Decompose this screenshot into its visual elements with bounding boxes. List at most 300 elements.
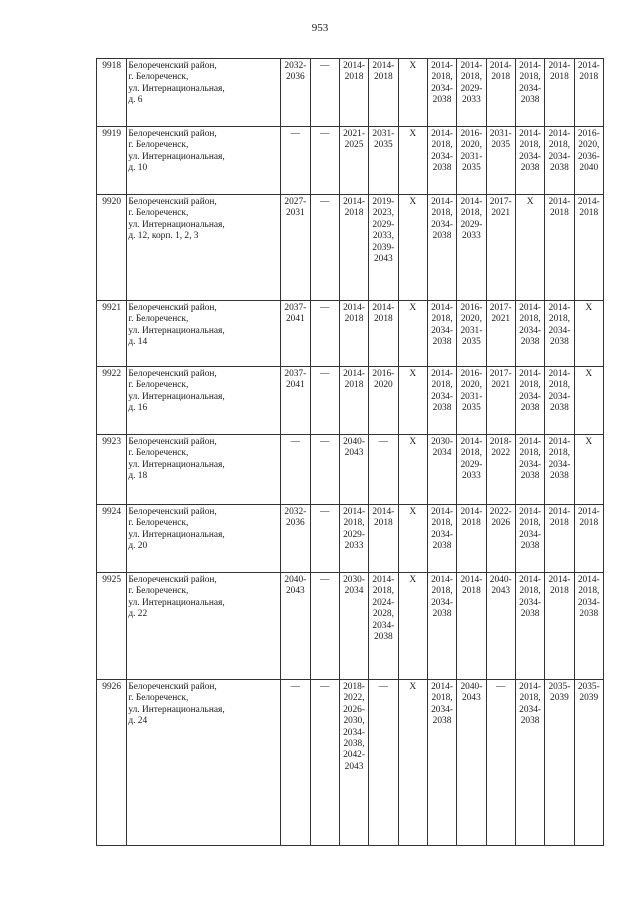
period-line: 2031- xyxy=(460,325,483,336)
period-line: X xyxy=(409,197,417,207)
period-cell xyxy=(457,59,486,127)
period-line: 2040- xyxy=(284,575,307,585)
period-cell xyxy=(574,59,603,127)
period-line: 2034 xyxy=(432,448,452,459)
period-line: 2022 xyxy=(491,448,511,459)
period-line: 2039- xyxy=(372,242,395,253)
period-cell xyxy=(545,573,574,680)
period-line: 2041 xyxy=(285,380,305,391)
period-cell xyxy=(281,367,310,435)
period-line: 2018, xyxy=(519,518,541,529)
period-line: 2038 xyxy=(520,471,540,482)
address-line: г. Белореченск, xyxy=(128,314,189,325)
period-line: 2018, xyxy=(431,380,453,391)
address-line: д. 6 xyxy=(128,95,143,106)
period-line: 2041 xyxy=(285,314,305,325)
period-line: 2038 xyxy=(432,231,452,242)
period-line: — xyxy=(290,437,301,447)
period-cell xyxy=(486,301,515,367)
address-line: Белореченский район, xyxy=(128,61,217,71)
period-line: — xyxy=(290,682,301,692)
period-line: 2018, xyxy=(519,693,541,704)
period-line: 2014- xyxy=(519,303,542,313)
period-line: 2018 xyxy=(344,208,364,219)
period-line: 2014- xyxy=(519,682,542,692)
period-line: — xyxy=(290,129,301,139)
period-cell xyxy=(310,195,339,301)
period-line: 2018, xyxy=(548,140,570,151)
table-row xyxy=(97,435,604,505)
address-line: д. 16 xyxy=(128,403,148,414)
period-line: 2018, xyxy=(372,586,394,597)
period-line: — xyxy=(378,437,389,447)
period-line: 2014- xyxy=(460,61,483,71)
address-line: Белореченский район, xyxy=(128,369,217,379)
period-line: 2040- xyxy=(343,437,365,447)
period-cell xyxy=(515,59,544,127)
period-line: 2014- xyxy=(548,129,571,139)
period-line: 2034- xyxy=(548,325,571,336)
address-line: д. 22 xyxy=(128,609,148,620)
period-line: 2030, xyxy=(343,716,365,727)
period-line: 2017- xyxy=(489,369,512,379)
address-line: д. 24 xyxy=(128,716,148,727)
period-cell xyxy=(339,59,368,127)
period-line: 2020 xyxy=(373,380,393,391)
address-cell xyxy=(127,301,281,367)
address-line: ул. Интернациональная, xyxy=(128,704,225,715)
period-line: 2022- xyxy=(489,507,512,517)
period-line: 2014- xyxy=(372,303,395,313)
period-cell xyxy=(486,195,515,301)
period-line: X xyxy=(585,369,593,379)
period-cell xyxy=(545,127,574,195)
address-line: д. 20 xyxy=(128,541,148,552)
period-line: 2018, xyxy=(519,314,541,325)
period-cell xyxy=(515,435,544,505)
period-line: — xyxy=(319,575,330,585)
period-cell xyxy=(574,195,603,301)
period-line: — xyxy=(319,682,330,692)
period-line: 2018 xyxy=(579,208,599,219)
period-line: 2018, xyxy=(431,208,453,219)
period-line: 2020, xyxy=(460,380,482,391)
period-line: 2043 xyxy=(344,448,364,459)
period-line: X xyxy=(409,61,417,71)
period-line: 2038 xyxy=(520,163,540,174)
period-cell xyxy=(457,505,486,573)
table-row xyxy=(97,573,604,680)
period-line: 2021- xyxy=(343,129,365,139)
period-cell xyxy=(545,59,574,127)
period-line: X xyxy=(409,437,417,447)
period-line: 2034- xyxy=(431,151,453,162)
period-line: 2034- xyxy=(577,597,600,608)
period-cell xyxy=(574,127,603,195)
period-line: 2038 xyxy=(373,632,393,643)
period-line: 2019- xyxy=(372,197,395,207)
period-cell xyxy=(398,435,427,505)
period-line: 2018, xyxy=(519,380,541,391)
period-line: 2018 xyxy=(579,518,599,529)
period-line: 2034- xyxy=(519,325,542,336)
address-cell xyxy=(127,435,281,505)
period-cell xyxy=(281,195,310,301)
address-line: Белореченский район, xyxy=(128,437,217,447)
period-line: 2038 xyxy=(550,163,569,174)
period-cell xyxy=(339,680,368,846)
period-line: 2018- xyxy=(489,437,512,447)
period-line: 2014- xyxy=(548,369,571,379)
period-cell xyxy=(339,435,368,505)
period-line: 2034- xyxy=(431,83,453,94)
period-cell xyxy=(515,573,544,680)
period-cell xyxy=(310,573,339,680)
period-cell xyxy=(369,59,398,127)
period-line: 2035 xyxy=(373,140,393,151)
period-line: 2034- xyxy=(431,704,453,715)
period-line: 2018 xyxy=(373,72,393,83)
period-line: 2034 xyxy=(344,586,364,597)
period-line: 2034- xyxy=(431,219,453,230)
period-line: 2038 xyxy=(579,609,599,620)
address-line: ул. Интернациональная, xyxy=(128,151,225,162)
period-line: 2029- xyxy=(372,219,395,230)
period-line: 2038 xyxy=(520,609,540,620)
address-line: ул. Интернациональная, xyxy=(128,529,225,540)
period-cell xyxy=(486,127,515,195)
row-number: 9919 xyxy=(97,127,127,195)
table-row xyxy=(97,195,604,301)
period-line: 2035- xyxy=(577,682,600,692)
period-line: 2033, xyxy=(372,231,394,242)
period-line: 2018, xyxy=(460,208,482,219)
period-line: 2034- xyxy=(519,704,542,715)
period-line: 2034- xyxy=(548,151,571,162)
period-cell xyxy=(281,680,310,846)
address-line: д. 14 xyxy=(128,337,148,348)
period-cell xyxy=(339,367,368,435)
period-cell xyxy=(398,127,427,195)
period-line: 2038, xyxy=(343,739,365,750)
period-line: 2038 xyxy=(432,95,452,106)
period-cell xyxy=(486,435,515,505)
period-line: 2014- xyxy=(460,197,483,207)
period-line: 2014- xyxy=(577,197,600,207)
row-number: 9922 xyxy=(97,367,127,435)
period-line: X xyxy=(585,437,593,447)
period-line: — xyxy=(319,437,330,447)
period-line: 2018 xyxy=(579,72,599,83)
period-line: 2034- xyxy=(548,391,571,402)
period-line: 2014- xyxy=(431,575,453,585)
period-line: 2018, xyxy=(460,72,482,83)
address-line: Белореченский район, xyxy=(128,303,217,313)
period-cell xyxy=(457,301,486,367)
period-cell xyxy=(281,301,310,367)
address-line: ул. Интернациональная, xyxy=(128,325,225,336)
period-cell xyxy=(369,127,398,195)
period-cell xyxy=(369,435,398,505)
period-line: 2036- xyxy=(577,151,600,162)
address-line: ул. Интернациональная, xyxy=(128,391,225,402)
address-line: ул. Интернациональная, xyxy=(128,83,225,94)
period-cell xyxy=(398,367,427,435)
period-line: 2038 xyxy=(432,403,452,414)
period-line: 2014- xyxy=(431,197,453,207)
period-cell xyxy=(545,505,574,573)
period-line: 2038 xyxy=(550,403,569,414)
period-line: 2018 xyxy=(462,586,481,597)
period-line: 2029- xyxy=(460,219,483,230)
address-line: г. Белореченск, xyxy=(128,448,189,459)
period-line: 2030- xyxy=(431,437,453,447)
period-line: 2020, xyxy=(460,314,482,325)
period-line: 2018 xyxy=(373,314,393,325)
period-line: X xyxy=(585,303,593,313)
table-body xyxy=(97,59,604,846)
period-cell xyxy=(369,301,398,367)
address-line: Белореченский район, xyxy=(128,197,217,207)
period-line: 2038 xyxy=(432,337,452,348)
period-cell xyxy=(574,505,603,573)
period-cell xyxy=(398,505,427,573)
period-line: 2014- xyxy=(548,437,571,447)
period-cell xyxy=(515,301,544,367)
period-line: 2014- xyxy=(489,61,512,71)
period-line: X xyxy=(409,369,417,379)
row-number: 9918 xyxy=(97,59,127,127)
period-cell xyxy=(427,195,456,301)
address-line: Белореченский район, xyxy=(128,575,217,585)
period-line: 2014- xyxy=(519,437,542,447)
table-row xyxy=(97,505,604,573)
period-line: 2016- xyxy=(460,369,483,379)
table-row xyxy=(97,301,604,367)
period-line: 2014- xyxy=(431,129,453,139)
period-line: 2020, xyxy=(578,140,600,151)
period-line: X xyxy=(526,197,534,207)
period-line: 2014- xyxy=(431,303,453,313)
address-cell xyxy=(127,367,281,435)
period-line: 2018 xyxy=(344,314,364,325)
period-cell xyxy=(486,367,515,435)
row-number: 9923 xyxy=(97,435,127,505)
period-cell xyxy=(339,301,368,367)
period-cell xyxy=(281,573,310,680)
period-line: 2043 xyxy=(462,693,481,704)
period-line: 2018, xyxy=(548,380,570,391)
period-line: 2034- xyxy=(519,151,542,162)
period-cell xyxy=(369,367,398,435)
period-line: 2018, xyxy=(431,586,453,597)
period-line: 2031 xyxy=(285,208,305,219)
period-line: 2031- xyxy=(460,151,483,162)
period-line: 2035 xyxy=(462,403,481,414)
period-line: 2038 xyxy=(432,541,452,552)
period-line: 2014- xyxy=(519,575,542,585)
period-line: 2018, xyxy=(460,448,482,459)
period-line: 2018 xyxy=(462,518,481,529)
period-line: 2038 xyxy=(432,163,452,174)
period-line: 2038 xyxy=(520,95,540,106)
address-line: г. Белореченск, xyxy=(128,586,189,597)
period-line: 2014- xyxy=(577,507,600,517)
period-line: 2032- xyxy=(284,61,307,71)
period-cell xyxy=(369,195,398,301)
period-line: — xyxy=(319,303,330,313)
address-line: г. Белореченск, xyxy=(128,140,189,151)
address-line: ул. Интернациональная, xyxy=(128,459,225,470)
period-cell xyxy=(339,505,368,573)
period-line: 2029- xyxy=(343,529,365,540)
period-cell xyxy=(515,367,544,435)
period-cell xyxy=(427,573,456,680)
period-cell xyxy=(281,127,310,195)
period-line: 2014- xyxy=(548,61,571,71)
period-line: 2016- xyxy=(372,369,395,379)
period-line: 2017- xyxy=(489,197,512,207)
period-line: 2035 xyxy=(462,163,481,174)
period-line: 2034- xyxy=(431,597,453,608)
period-line: 2014- xyxy=(519,507,542,517)
period-line: 2014- xyxy=(577,61,600,71)
period-cell xyxy=(457,680,486,846)
period-line: 2014- xyxy=(460,437,483,447)
address-line: д. 18 xyxy=(128,471,148,482)
period-cell xyxy=(427,367,456,435)
period-cell xyxy=(515,127,544,195)
period-line: 2018, xyxy=(431,693,453,704)
period-line: 2034- xyxy=(519,597,542,608)
period-line: 2022, xyxy=(343,693,365,704)
period-line: 2014- xyxy=(460,507,483,517)
period-line: — xyxy=(319,369,330,379)
period-line: 2021 xyxy=(491,208,511,219)
period-cell xyxy=(398,59,427,127)
period-line: 2018, xyxy=(548,448,570,459)
period-line: 2018, xyxy=(519,586,541,597)
period-line: — xyxy=(319,507,330,517)
period-line: 2038 xyxy=(520,403,540,414)
period-line: 2014- xyxy=(372,507,395,517)
period-cell xyxy=(427,505,456,573)
period-line: 2014- xyxy=(372,61,395,71)
period-line: 2034- xyxy=(519,83,542,94)
address-cell xyxy=(127,127,281,195)
period-line: 2038 xyxy=(550,337,569,348)
period-cell xyxy=(427,127,456,195)
period-line: 2034- xyxy=(431,391,453,402)
period-cell xyxy=(281,59,310,127)
period-line: 2018 xyxy=(550,72,569,83)
period-line: 2037- xyxy=(284,303,307,313)
period-line: 2043 xyxy=(373,254,393,265)
period-line: — xyxy=(319,61,330,71)
period-line: 2038 xyxy=(550,471,569,482)
period-line: 2014- xyxy=(519,369,542,379)
period-line: 2034- xyxy=(548,459,571,470)
period-cell xyxy=(310,127,339,195)
period-line: 2014- xyxy=(519,61,542,71)
period-line: 2018, xyxy=(548,314,570,325)
period-cell xyxy=(310,680,339,846)
period-line: 2018 xyxy=(373,518,393,529)
period-line: 2031- xyxy=(372,129,395,139)
period-cell xyxy=(310,505,339,573)
period-line: — xyxy=(378,682,389,692)
address-cell xyxy=(127,680,281,846)
period-cell xyxy=(545,435,574,505)
period-line: 2034- xyxy=(431,529,453,540)
period-line: 2042- xyxy=(343,750,365,761)
period-line: 2020, xyxy=(460,140,482,151)
table-row xyxy=(97,367,604,435)
period-line: X xyxy=(409,129,417,139)
period-line: 2017- xyxy=(489,303,512,313)
address-line: ул. Интернациональная, xyxy=(128,219,225,230)
period-line: — xyxy=(319,197,330,207)
period-line: 2018 xyxy=(550,208,569,219)
period-line: 2031- xyxy=(489,129,512,139)
period-line: 2038 xyxy=(520,716,540,727)
period-cell xyxy=(545,301,574,367)
period-cell xyxy=(339,195,368,301)
period-line: 2033 xyxy=(344,541,364,552)
period-line: 2029- xyxy=(460,459,483,470)
period-cell xyxy=(545,367,574,435)
period-line: 2014- xyxy=(343,61,365,71)
period-cell xyxy=(574,573,603,680)
period-line: 2021 xyxy=(491,314,511,325)
period-line: X xyxy=(409,303,417,313)
period-line: 2018, xyxy=(578,586,600,597)
period-line: 2037- xyxy=(284,369,307,379)
period-line: — xyxy=(496,682,506,692)
period-cell xyxy=(310,59,339,127)
period-line: 2018 xyxy=(344,380,364,391)
period-cell xyxy=(310,367,339,435)
row-number: 9920 xyxy=(97,195,127,301)
period-line: 2016- xyxy=(460,303,483,313)
period-line: 2014- xyxy=(548,575,571,585)
period-cell xyxy=(339,127,368,195)
period-line: 2034- xyxy=(519,459,542,470)
period-line: 2043 xyxy=(491,586,511,597)
address-line: д. 10 xyxy=(128,163,148,174)
period-line: 2018, xyxy=(431,314,453,325)
period-cell xyxy=(574,435,603,505)
period-line: 2039 xyxy=(579,693,599,704)
address-line: г. Белореченск, xyxy=(128,380,189,391)
period-line: 2021 xyxy=(491,380,511,391)
period-cell xyxy=(515,195,544,301)
period-cell xyxy=(369,505,398,573)
period-line: 2038 xyxy=(432,609,452,620)
period-line: 2043 xyxy=(344,761,364,772)
period-line: 2014- xyxy=(548,197,571,207)
period-cell xyxy=(574,367,603,435)
row-number: 9926 xyxy=(97,680,127,846)
period-cell xyxy=(457,435,486,505)
period-cell xyxy=(398,680,427,846)
period-line: 2029- xyxy=(460,83,483,94)
period-line: 2014- xyxy=(519,129,542,139)
address-line: Белореченский район, xyxy=(128,507,217,517)
period-cell xyxy=(281,505,310,573)
period-line: 2034- xyxy=(519,391,542,402)
period-line: 2034- xyxy=(519,529,542,540)
